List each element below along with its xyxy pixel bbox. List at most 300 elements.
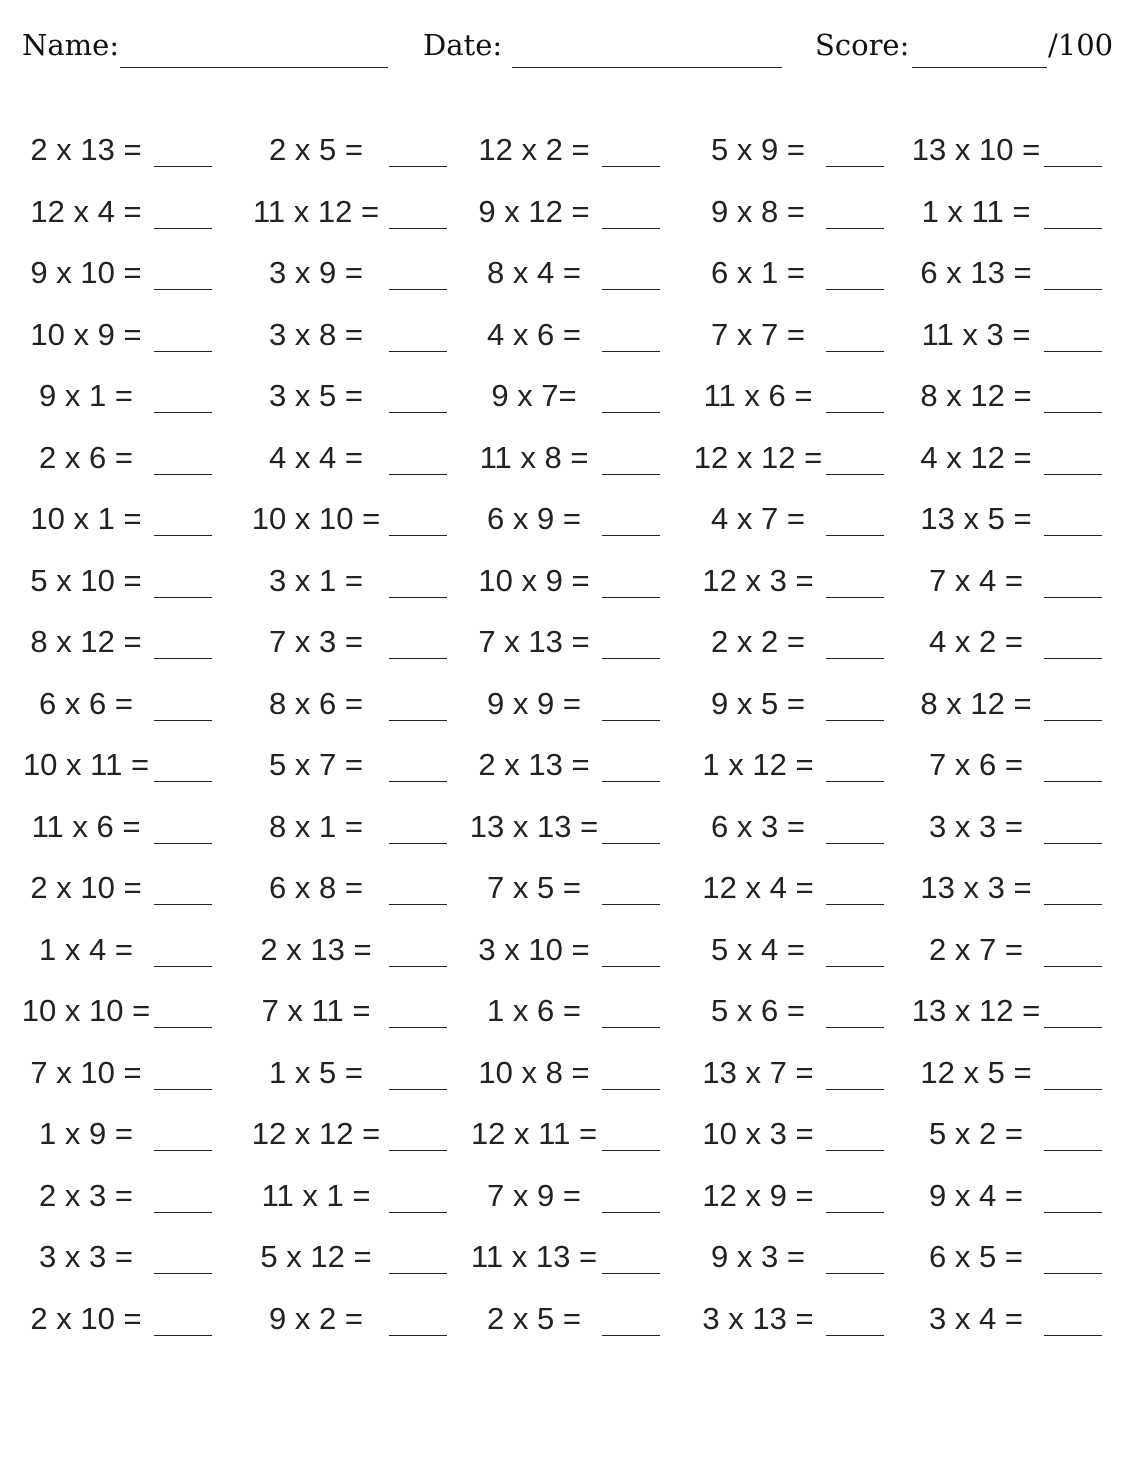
problem-expression: 3 x 3 = [929,808,1023,844]
problem-item [20,1116,212,1156]
problem-item [245,993,447,1033]
problem-expression: 9 x 12 = [478,193,590,229]
problem-item [692,1116,884,1156]
problem-expression: 1 x 12 = [702,747,814,782]
problem-item [468,993,660,1033]
problem-expression: 10 x 1 = [30,501,142,536]
problem-item [245,1301,447,1341]
problem-item [910,378,1102,418]
answer-blank[interactable] [602,412,660,413]
problem-expression: 6 x 1 = [711,255,805,290]
problem-expression: 6 x 13 = [920,255,1032,290]
problem-item [910,932,1102,972]
problem-item [20,809,212,849]
problem-expression: 10 x 9 = [30,316,142,352]
problem-item [20,255,212,295]
problem-expression: 13 x 10 = [911,132,1041,167]
answer-blank[interactable] [826,843,884,844]
answer-blank[interactable] [826,535,884,536]
problem-expression: 2 x 5 = [269,132,363,167]
problem-expression: 11 x 8 = [479,439,589,475]
problem-expression: 11 x 6 = [31,808,141,844]
problem-expression: 2 x 13 = [260,931,372,967]
answer-blank[interactable] [389,535,447,536]
problem-item [245,255,447,295]
problem-expression: 7 x 13 = [478,624,590,659]
problem-expression: 9 x 7= [491,378,577,413]
answer-blank[interactable] [154,1212,212,1213]
answer-blank[interactable] [389,843,447,844]
problem-item [910,317,1102,357]
answer-blank[interactable] [826,904,884,905]
problem-item [468,1239,660,1279]
answer-blank[interactable] [389,166,447,167]
problem-expression: 4 x 4 = [269,439,363,475]
answer-blank[interactable] [1044,658,1102,659]
answer-blank[interactable] [154,966,212,967]
answer-blank[interactable] [826,720,884,721]
answer-blank[interactable] [1044,228,1102,229]
answer-blank[interactable] [602,1212,660,1213]
problem-expression: 13 x 13 = [469,808,599,844]
answer-blank[interactable] [602,474,660,475]
problem-item [20,747,212,787]
answer-blank[interactable] [389,1150,447,1151]
problem-expression: 9 x 10 = [30,255,142,290]
problem-expression: 7 x 6 = [929,747,1023,782]
problem-expression: 12 x 4 = [30,193,142,229]
problem-expression: 2 x 10 = [30,1300,142,1336]
problem-expression: 2 x 6 = [39,439,133,475]
answer-blank[interactable] [1044,720,1102,721]
problem-expression: 1 x 6 = [487,993,581,1028]
problem-item [245,1239,447,1279]
problem-expression: 5 x 2 = [929,1116,1023,1151]
problem-item [692,686,884,726]
problem-expression: 12 x 9 = [702,1177,814,1213]
answer-blank[interactable] [602,904,660,905]
problem-expression: 8 x 12 = [920,685,1032,721]
problem-expression: 5 x 4 = [711,931,805,967]
problem-item [245,870,447,910]
answer-blank[interactable] [1044,1273,1102,1274]
problem-expression: 7 x 4 = [929,562,1023,598]
problem-item [910,870,1102,910]
answer-blank[interactable] [154,228,212,229]
problem-item [468,932,660,972]
problem-item [245,1055,447,1095]
problem-item [20,1239,212,1279]
problem-expression: 9 x 8 = [711,193,805,229]
answer-blank[interactable] [826,1212,884,1213]
problem-item [468,563,660,603]
problem-item [692,1301,884,1341]
answer-blank[interactable] [602,781,660,782]
problem-expression: 10 x 11 = [22,747,150,782]
problem-item [245,747,447,787]
problem-item [245,194,447,234]
answer-blank[interactable] [1044,412,1102,413]
problem-item [20,378,212,418]
problem-item [692,1178,884,1218]
problem-item [910,809,1102,849]
problem-expression: 3 x 13 = [702,1300,814,1336]
problem-item [468,378,660,418]
problem-item [910,1178,1102,1218]
answer-blank[interactable] [826,658,884,659]
problem-item [468,317,660,357]
answer-blank[interactable] [602,289,660,290]
problem-expression: 2 x 10 = [30,870,142,905]
problem-item [692,378,884,418]
problem-expression: 7 x 7 = [711,316,805,352]
problem-item [692,993,884,1033]
answer-blank[interactable] [826,1273,884,1274]
problem-expression: 4 x 6 = [487,316,581,352]
problem-expression: 3 x 3 = [39,1239,133,1274]
problem-item [692,194,884,234]
problem-expression: 1 x 11 = [921,193,1031,229]
problem-expression: 9 x 9 = [487,685,581,721]
problem-expression: 9 x 2 = [269,1300,363,1336]
score-total: /100 [1048,28,1114,62]
problem-item [245,1178,447,1218]
problem-item [468,1178,660,1218]
problem-expression: 2 x 13 = [478,747,590,782]
answer-blank[interactable] [389,597,447,598]
problem-item [20,686,212,726]
problem-expression: 5 x 6 = [711,993,805,1028]
problem-item [692,1239,884,1279]
problem-expression: 8 x 6 = [269,685,363,721]
answer-blank[interactable] [389,1027,447,1028]
answer-blank[interactable] [1044,904,1102,905]
problem-item [468,440,660,480]
problem-expression: 5 x 7 = [269,747,363,782]
problem-item [468,1055,660,1095]
answer-blank[interactable] [602,720,660,721]
problem-expression: 13 x 12 = [911,993,1041,1028]
problem-item [245,132,447,172]
problem-expression: 3 x 8 = [269,316,363,352]
problem-expression: 7 x 9 = [487,1177,581,1213]
answer-blank[interactable] [826,966,884,967]
score-field[interactable] [912,67,1047,68]
problem-item [468,686,660,726]
problem-item [20,1178,212,1218]
problem-item [910,501,1102,541]
problem-item [20,194,212,234]
date-label: Date: [423,28,503,62]
answer-blank[interactable] [154,1027,212,1028]
problem-item [245,1116,447,1156]
problem-item [910,1239,1102,1279]
problem-item [692,624,884,664]
problem-expression: 2 x 3 = [39,1177,133,1213]
problem-expression: 7 x 11 = [261,993,371,1028]
answer-blank[interactable] [1044,1212,1102,1213]
answer-blank[interactable] [826,228,884,229]
problem-expression: 2 x 7 = [929,931,1023,967]
answer-blank[interactable] [1044,166,1102,167]
problem-expression: 11 x 3 = [921,316,1031,352]
answer-blank[interactable] [826,781,884,782]
problem-expression: 3 x 1 = [269,562,363,598]
problem-item [245,501,447,541]
answer-blank[interactable] [389,904,447,905]
problem-item [910,132,1102,172]
problem-item [468,501,660,541]
problem-item [692,809,884,849]
problem-expression: 3 x 5 = [269,378,363,413]
answer-blank[interactable] [154,1273,212,1274]
date-field[interactable] [512,67,782,68]
problem-expression: 11 x 13 = [470,1239,598,1274]
problem-expression: 1 x 4 = [39,931,133,967]
problem-expression: 9 x 3 = [711,1239,805,1274]
answer-blank[interactable] [154,1150,212,1151]
answer-blank[interactable] [826,289,884,290]
answer-blank[interactable] [154,904,212,905]
answer-blank[interactable] [154,597,212,598]
problem-item [245,378,447,418]
problem-item [468,132,660,172]
answer-blank[interactable] [602,228,660,229]
answer-blank[interactable] [602,1089,660,1090]
problem-item [245,563,447,603]
problem-expression: 6 x 3 = [711,808,805,844]
problem-item [692,747,884,787]
answer-blank[interactable] [154,843,212,844]
problem-item [245,809,447,849]
problem-expression: 10 x 10 = [21,993,151,1028]
answer-blank[interactable] [826,1027,884,1028]
problem-item [20,563,212,603]
problem-expression: 13 x 5 = [920,501,1032,536]
answer-blank[interactable] [389,1273,447,1274]
answer-blank[interactable] [1044,597,1102,598]
answer-blank[interactable] [154,781,212,782]
problem-expression: 8 x 12 = [920,378,1032,413]
problem-item [245,317,447,357]
problem-item [468,747,660,787]
problem-expression: 3 x 10 = [478,931,590,967]
problem-expression: 12 x 12 = [251,1116,381,1151]
problem-expression: 8 x 12 = [30,624,142,659]
problem-item [692,132,884,172]
problem-expression: 11 x 1 = [261,1177,371,1213]
problem-item [468,255,660,295]
problem-item [468,809,660,849]
answer-blank[interactable] [602,1150,660,1151]
problem-item [910,255,1102,295]
problem-expression: 6 x 5 = [929,1239,1023,1274]
problem-item [692,563,884,603]
problem-expression: 12 x 11 = [470,1116,598,1151]
problem-item [20,1301,212,1341]
problem-item [692,440,884,480]
answer-blank[interactable] [389,1335,447,1336]
problem-expression: 12 x 5 = [920,1054,1032,1090]
problem-expression: 2 x 2 = [711,624,805,659]
answer-blank[interactable] [154,289,212,290]
answer-blank[interactable] [1044,351,1102,352]
problem-expression: 2 x 13 = [30,132,142,167]
answer-blank[interactable] [154,351,212,352]
problem-item [910,440,1102,480]
answer-blank[interactable] [826,1089,884,1090]
problem-expression: 8 x 4 = [487,255,581,290]
problem-expression: 7 x 10 = [30,1054,142,1090]
problem-expression: 9 x 4 = [929,1177,1023,1213]
problem-expression: 10 x 3 = [702,1116,814,1151]
answer-blank[interactable] [826,166,884,167]
problem-expression: 1 x 9 = [39,1116,133,1151]
problem-item [910,563,1102,603]
problem-item [910,1116,1102,1156]
answer-blank[interactable] [389,658,447,659]
answer-blank[interactable] [826,412,884,413]
problem-item [910,194,1102,234]
answer-blank[interactable] [154,1089,212,1090]
problem-item [910,993,1102,1033]
answer-blank[interactable] [826,351,884,352]
problem-item [245,686,447,726]
answer-blank[interactable] [602,1027,660,1028]
answer-blank[interactable] [602,535,660,536]
problem-expression: 12 x 2 = [478,132,590,167]
problem-expression: 1 x 5 = [269,1054,363,1090]
problem-expression: 6 x 6 = [39,685,133,721]
answer-blank[interactable] [389,412,447,413]
problem-expression: 5 x 10 = [30,562,142,598]
answer-blank[interactable] [389,720,447,721]
problem-item [468,870,660,910]
problem-expression: 9 x 5 = [711,685,805,721]
answer-blank[interactable] [389,1212,447,1213]
name-field[interactable] [120,67,388,68]
answer-blank[interactable] [389,1089,447,1090]
problem-expression: 9 x 1 = [39,378,133,413]
answer-blank[interactable] [154,720,212,721]
problem-expression: 4 x 12 = [920,439,1032,475]
problem-item [468,194,660,234]
answer-blank[interactable] [389,474,447,475]
answer-blank[interactable] [602,843,660,844]
problem-item [910,747,1102,787]
problem-item [468,1301,660,1341]
problem-expression: 4 x 2 = [929,624,1023,659]
answer-blank[interactable] [1044,1089,1102,1090]
problem-item [20,870,212,910]
problem-expression: 7 x 5 = [487,870,581,905]
answer-blank[interactable] [1044,1150,1102,1151]
answer-blank[interactable] [389,781,447,782]
answer-blank[interactable] [1044,966,1102,967]
score-label: Score: [815,28,910,62]
answer-blank[interactable] [826,1150,884,1151]
problem-expression: 11 x 6 = [703,378,813,413]
problem-item [468,1116,660,1156]
answer-blank[interactable] [154,474,212,475]
problem-item [20,624,212,664]
problem-item [20,993,212,1033]
problem-expression: 6 x 9 = [487,501,581,536]
answer-blank[interactable] [602,658,660,659]
answer-blank[interactable] [602,966,660,967]
answer-blank[interactable] [154,658,212,659]
answer-blank[interactable] [1044,474,1102,475]
problem-expression: 6 x 8 = [269,870,363,905]
name-label: Name: [22,28,120,62]
problem-item [245,624,447,664]
answer-blank[interactable] [154,535,212,536]
problem-item [910,1301,1102,1341]
answer-blank[interactable] [826,1335,884,1336]
answer-blank[interactable] [389,966,447,967]
problem-expression: 10 x 10 = [251,501,381,536]
problem-expression: 13 x 7 = [702,1054,814,1090]
answer-blank[interactable] [389,351,447,352]
answer-blank[interactable] [602,166,660,167]
problem-item [910,1055,1102,1095]
problem-expression: 4 x 7 = [711,501,805,536]
problem-expression: 11 x 12 = [252,193,380,229]
problem-item [20,932,212,972]
problem-item [20,317,212,357]
problem-item [692,1055,884,1095]
problem-expression: 2 x 5 = [487,1300,581,1336]
problem-item [910,686,1102,726]
problem-expression: 7 x 3 = [269,624,363,659]
answer-blank[interactable] [1044,535,1102,536]
problem-item [20,501,212,541]
problem-expression: 8 x 1 = [269,808,363,844]
answer-blank[interactable] [389,289,447,290]
answer-blank[interactable] [602,597,660,598]
problem-item [692,932,884,972]
answer-blank[interactable] [154,412,212,413]
answer-blank[interactable] [389,228,447,229]
answer-blank[interactable] [602,1335,660,1336]
problem-item [20,132,212,172]
problem-item [20,440,212,480]
problem-item [692,317,884,357]
answer-blank[interactable] [1044,289,1102,290]
problem-item [692,255,884,295]
answer-blank[interactable] [826,597,884,598]
answer-blank[interactable] [602,1273,660,1274]
problem-expression: 12 x 3 = [702,562,814,598]
answer-blank[interactable] [154,1335,212,1336]
answer-blank[interactable] [154,166,212,167]
problem-expression: 3 x 9 = [269,255,363,290]
answer-blank[interactable] [602,351,660,352]
problem-expression: 3 x 4 = [929,1300,1023,1336]
problem-item [245,440,447,480]
answer-blank[interactable] [1044,1027,1102,1028]
problem-item [20,1055,212,1095]
answer-blank[interactable] [1044,843,1102,844]
problem-expression: 5 x 12 = [260,1239,372,1274]
answer-blank[interactable] [826,474,884,475]
problem-item [692,870,884,910]
answer-blank[interactable] [1044,781,1102,782]
problem-item [910,624,1102,664]
problem-expression: 10 x 8 = [478,1054,590,1090]
problem-expression: 10 x 9 = [478,562,590,598]
answer-blank[interactable] [1044,1335,1102,1336]
